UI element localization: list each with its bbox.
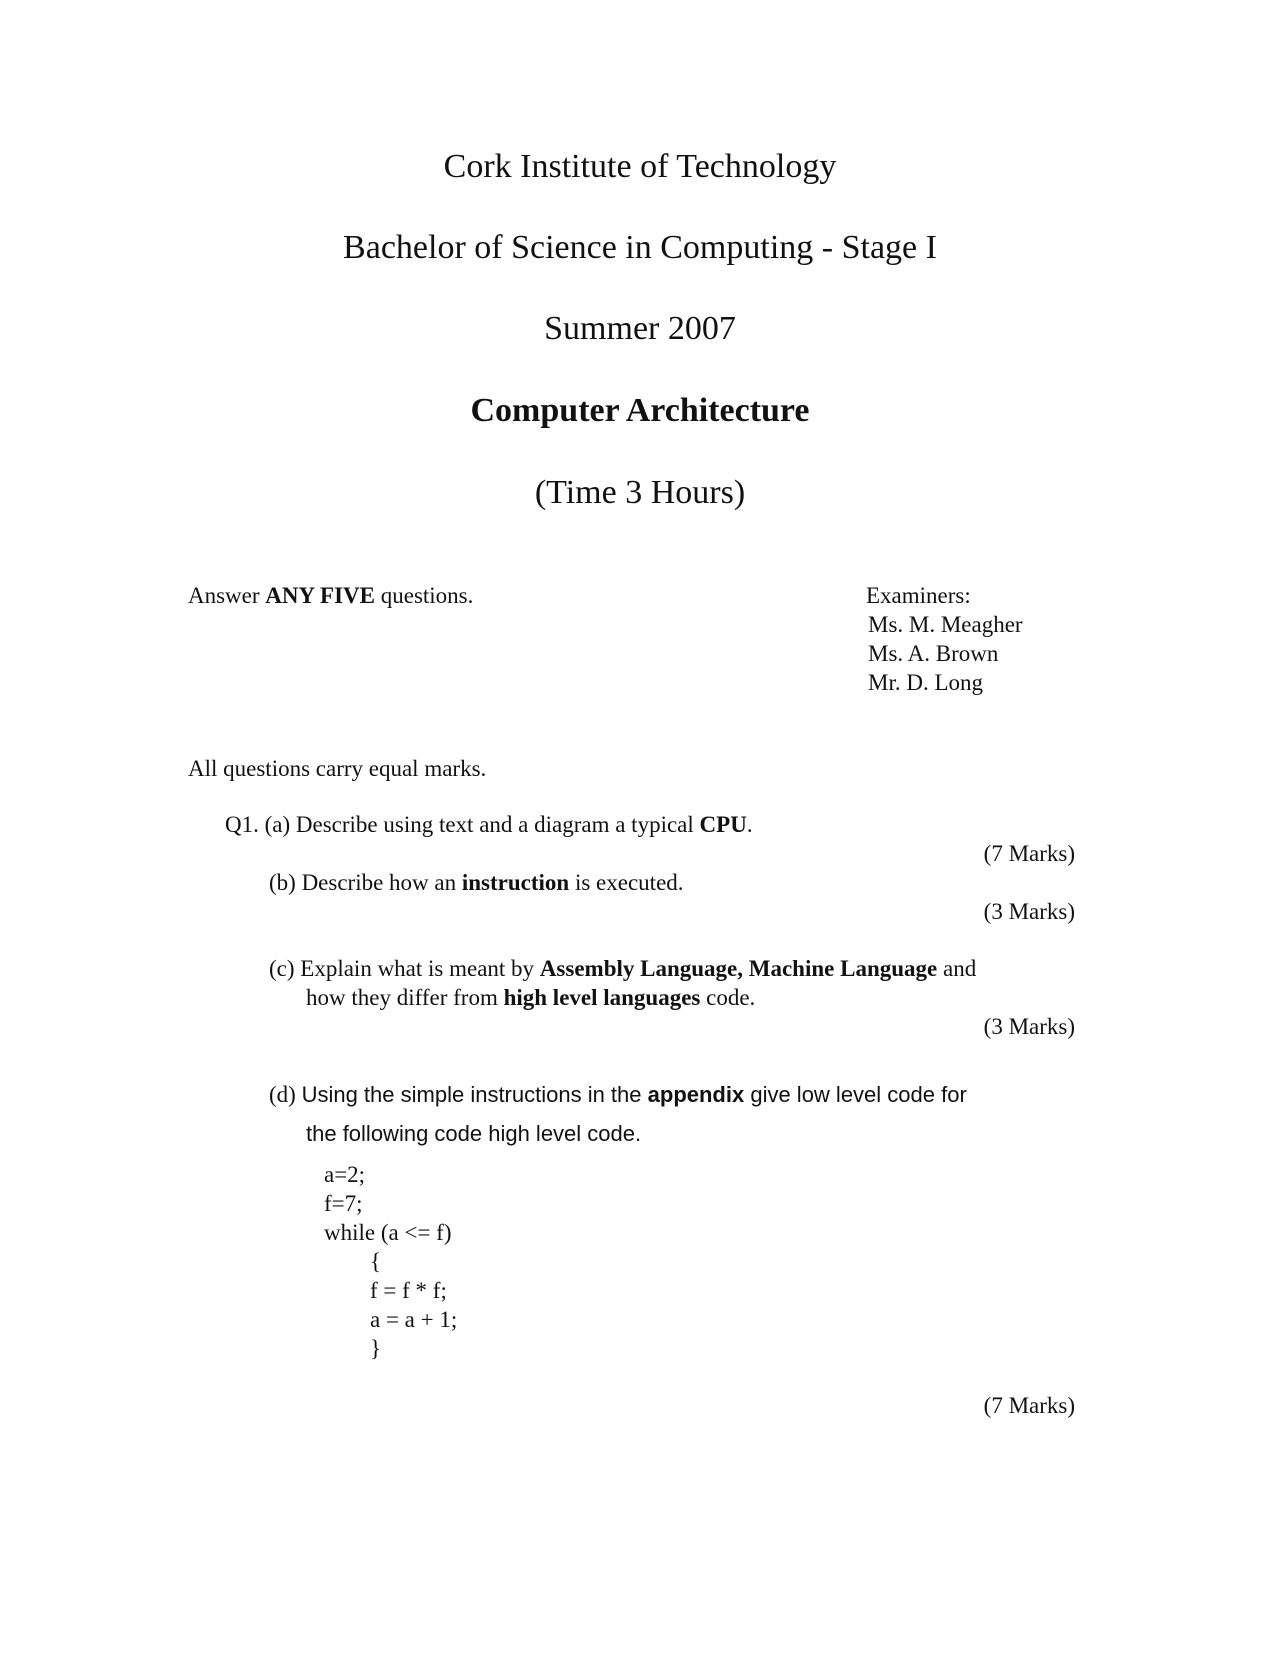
q1d-prefix: (d): [269, 1082, 302, 1107]
q1d-sans-suffix: give low level code for: [744, 1082, 967, 1107]
session-title: Summer 2007: [544, 310, 736, 347]
question-1c-line1: [269, 956, 976, 982]
question-1d-line2: the following code high level code.: [306, 1121, 642, 1146]
equal-marks-note: All questions carry equal marks.: [188, 756, 487, 781]
q1d-sans-prefix: Using the simple instructions in the: [301, 1082, 648, 1107]
examiner-name: Ms. A. Brown: [868, 641, 999, 666]
code-line: while (a <= f): [324, 1220, 452, 1245]
q1c-line2-suffix: code.: [700, 985, 756, 1010]
examiner-name: Ms. M. Meagher: [868, 612, 1023, 637]
q1d-marks: (7 Marks): [983, 1393, 1075, 1418]
q1b-prefix: (b) Describe how an: [269, 870, 462, 895]
question-1c-line2: [306, 985, 755, 1011]
code-line: {: [370, 1249, 382, 1274]
q1c-mid: and: [937, 956, 977, 981]
code-line: f=7;: [324, 1191, 363, 1216]
question-1a: [225, 812, 753, 838]
answer-bold: ANY FIVE: [265, 583, 375, 608]
q1c-bold1: Assembly Language, Machine Language: [539, 956, 938, 981]
question-1d-line1: [269, 1082, 967, 1108]
subject-title: Computer Architecture: [470, 392, 810, 429]
q1a-bold: CPU: [699, 812, 747, 837]
q1d-bold: appendix: [647, 1082, 745, 1107]
q1c-marks: (3 Marks): [983, 1014, 1075, 1039]
q1c-bold2: high level languages: [503, 985, 701, 1010]
q1c-prefix: (c) Explain what is meant by: [269, 956, 540, 981]
institution-title: Cork Institute of Technology: [443, 148, 837, 185]
programme-title: Bachelor of Science in Computing - Stage I: [343, 229, 937, 266]
answer-instruction: [188, 583, 473, 609]
examiner-name: Mr. D. Long: [868, 670, 983, 695]
q1a-suffix: .: [746, 812, 753, 837]
q1a-prefix: Q1. (a) Describe using text and a diagram a typical: [225, 812, 700, 837]
q1c-line2-prefix: how they differ from: [306, 985, 504, 1010]
answer-pre: Answer: [188, 583, 266, 608]
code-line: a = a + 1;: [370, 1307, 458, 1332]
q1a-marks: (7 Marks): [983, 841, 1075, 866]
question-1b: [269, 870, 684, 896]
answer-post: questions.: [374, 583, 474, 608]
code-line: a=2;: [324, 1162, 366, 1187]
examiners-label: Examiners:: [866, 583, 971, 608]
q1b-bold: instruction: [461, 870, 570, 895]
q1b-marks: (3 Marks): [983, 899, 1075, 924]
code-line: f = f * f;: [370, 1278, 447, 1303]
time-title: (Time 3 Hours): [534, 474, 746, 511]
code-line: }: [370, 1336, 382, 1361]
q1b-suffix: is executed.: [569, 870, 684, 895]
